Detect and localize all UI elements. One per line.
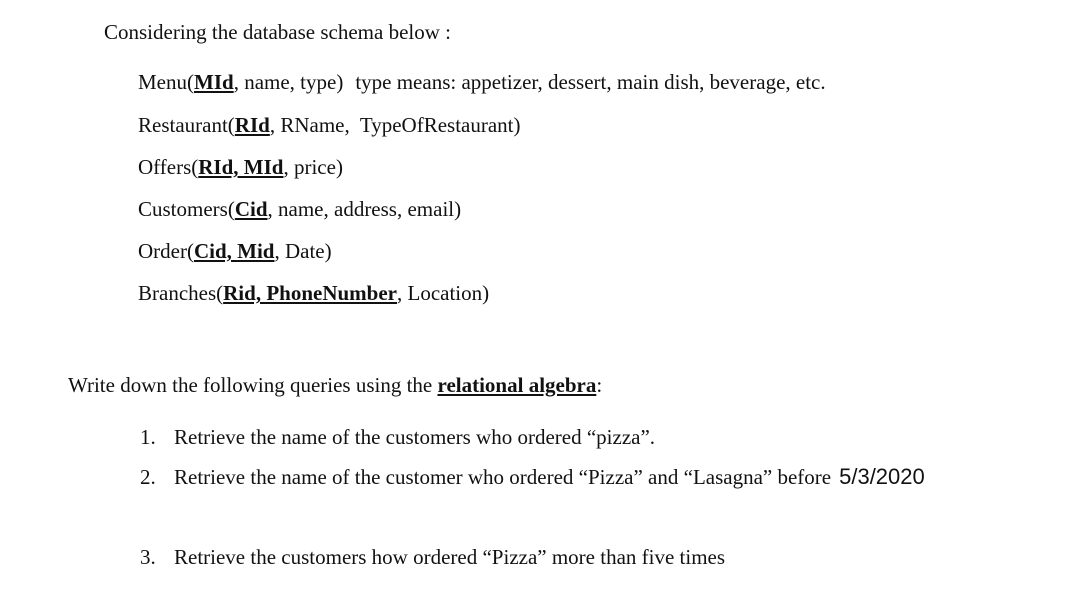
- schema-offers-key: RId, MId: [198, 155, 284, 179]
- schema-order-name: Order(: [138, 239, 194, 263]
- schema-menu: [138, 70, 826, 95]
- schema-customers-key: Cid: [234, 197, 268, 221]
- query-item: [140, 545, 725, 570]
- query-number: 3.: [140, 545, 156, 569]
- query-date: 5/3/2020: [839, 464, 925, 489]
- schema-customers: [138, 197, 461, 222]
- schema-customers-attributes: , name, address, email): [267, 197, 462, 221]
- query-text: Retrieve the name of the customers who ordered “pizza”.: [174, 425, 656, 449]
- schema-offers: [138, 155, 343, 180]
- schema-menu-key: MId: [194, 70, 234, 94]
- instruction-colon: :: [596, 373, 603, 397]
- schema-restaurant-name: Restaurant(: [138, 113, 235, 137]
- schema-restaurant-key: RId: [234, 113, 270, 137]
- query-item: [140, 425, 655, 450]
- query-item: [140, 464, 925, 490]
- schema-branches-name: Branches(: [138, 281, 224, 305]
- query-number: 2.: [140, 465, 156, 489]
- schema-branches: [138, 281, 489, 306]
- schema-menu-attributes: , name, type): [233, 70, 344, 94]
- query-text: Retrieve the name of the customer who ordered “Pizza” and “Lasagna” before: [174, 465, 832, 489]
- query-text: Retrieve the customers how ordered “Pizza” more than five times: [174, 545, 726, 569]
- query-number: 1.: [140, 425, 156, 449]
- schema-branches-key: Rid, PhoneNumber: [223, 281, 397, 305]
- schema-branches-attributes: , Location): [397, 281, 490, 305]
- instruction-text: Write down the following queries using the: [68, 373, 438, 397]
- schema-order-key: Cid, Mid: [193, 239, 275, 263]
- schema-restaurant: [138, 113, 521, 138]
- intro-text: Considering the database schema below :: [104, 20, 451, 44]
- schema-order: [138, 239, 332, 264]
- schema-offers-attributes: , price): [283, 155, 343, 179]
- schema-offers-name: Offers(: [138, 155, 199, 179]
- schema-customers-name: Customers(: [138, 197, 235, 221]
- instruction-emphasis: relational algebra: [437, 373, 597, 397]
- schema-menu-name: Menu(: [138, 70, 194, 94]
- schema-restaurant-attributes: , RName, TypeOfRestaurant): [269, 113, 521, 137]
- instruction: [68, 373, 602, 398]
- schema-order-attributes: , Date): [274, 239, 332, 263]
- schema-menu-note: type means: appetizer, dessert, main dish, beverage, etc.: [355, 70, 826, 94]
